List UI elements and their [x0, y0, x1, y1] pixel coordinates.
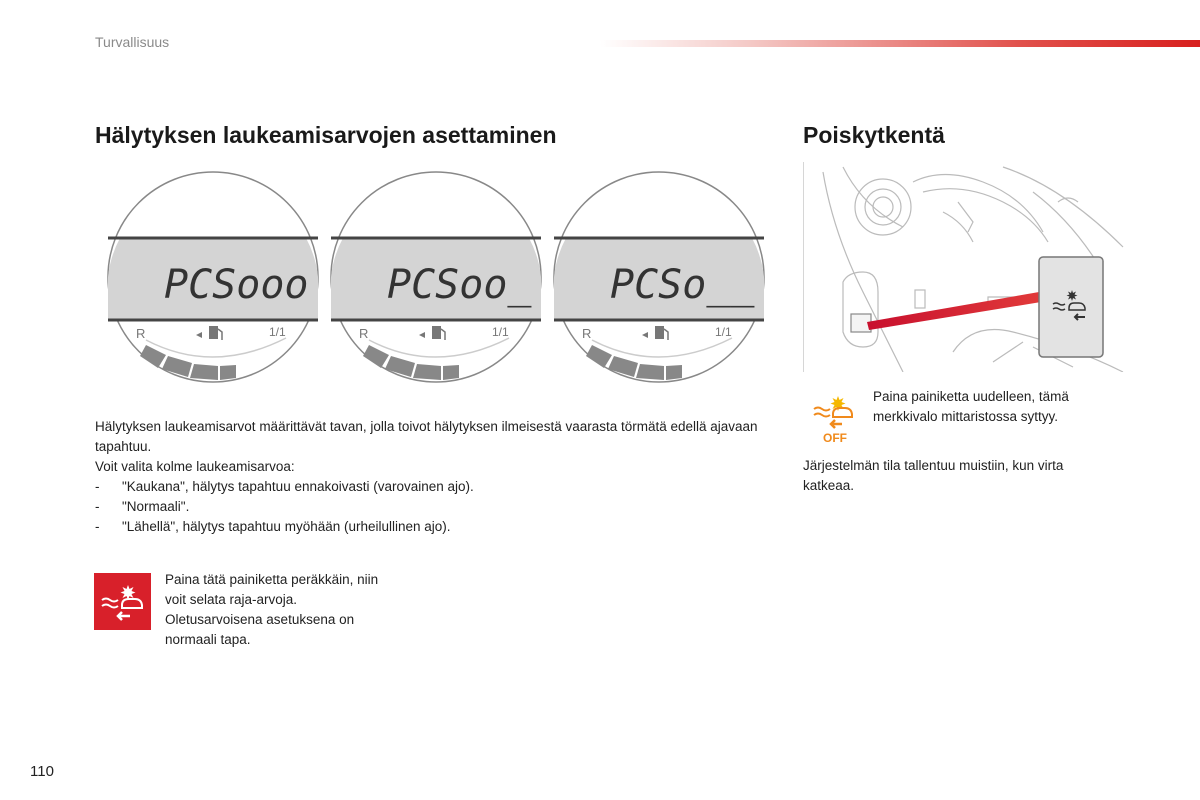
options-list: [95, 477, 765, 537]
option-near: - "Lähellä", hälytys tapahtuu myöhään (urheilullinen ajo).: [95, 517, 765, 537]
choose-paragraph: Voit valita kolme laukeamisarvoa:: [95, 459, 295, 474]
gauge-illustrations: [106, 170, 766, 385]
gauge-r-label: R: [359, 326, 369, 341]
page-number: 110: [30, 763, 54, 780]
gauge-near: [552, 170, 767, 385]
gauge-normal: [329, 170, 544, 385]
gauge-full-label: 1/1: [269, 325, 286, 339]
gauge-display-text: PCSooo: [164, 262, 309, 308]
gauge-r-label: R: [136, 326, 146, 341]
off-note: Paina painiketta uudelleen, tämä merkkivalo mittaristossa syttyy.: [873, 389, 1069, 424]
option-far: - "Kaukana", hälytys tapahtuu ennakoivasti (varovainen ajo).: [95, 477, 765, 497]
off-label: OFF: [823, 431, 847, 444]
dashboard-illustration: [803, 162, 1133, 372]
collision-warning-icon: [94, 573, 151, 630]
header-bar: [600, 40, 1200, 47]
thresholds-description: [95, 417, 765, 537]
option-normal: - "Normaali".: [95, 497, 765, 517]
intro-paragraph: Hälytyksen laukeamisarvot määrittävät tavan, jolla toivot hälytyksen ilmeisestä vaarasta törmätä edellä ajavaan tapahtuu.: [95, 419, 758, 454]
gauge-full-label: 1/1: [715, 325, 732, 339]
gauge-r-label: R: [582, 326, 592, 341]
gauge-display-text: PCSoo_: [387, 262, 532, 308]
section-title-disable: Poiskytkentä: [803, 122, 945, 148]
gauge-display-text: PCSo__: [610, 262, 755, 308]
collision-warning-off-icon: [808, 392, 860, 444]
gauge-full-label: 1/1: [492, 325, 509, 339]
memory-note: Järjestelmän tila tallentuu muistiin, kun virta katkeaa.: [803, 458, 1064, 493]
section-title-thresholds: Hälytyksen laukeamisarvojen asettaminen: [95, 122, 557, 148]
gauge-far: [106, 170, 321, 385]
button-note: Paina tätä painiketta peräkkäin, niin voit selata raja-arvoja. Oletusarvoisena asetuksena on normaali tapa.: [165, 572, 379, 647]
section-label: Turvallisuus: [95, 34, 170, 50]
